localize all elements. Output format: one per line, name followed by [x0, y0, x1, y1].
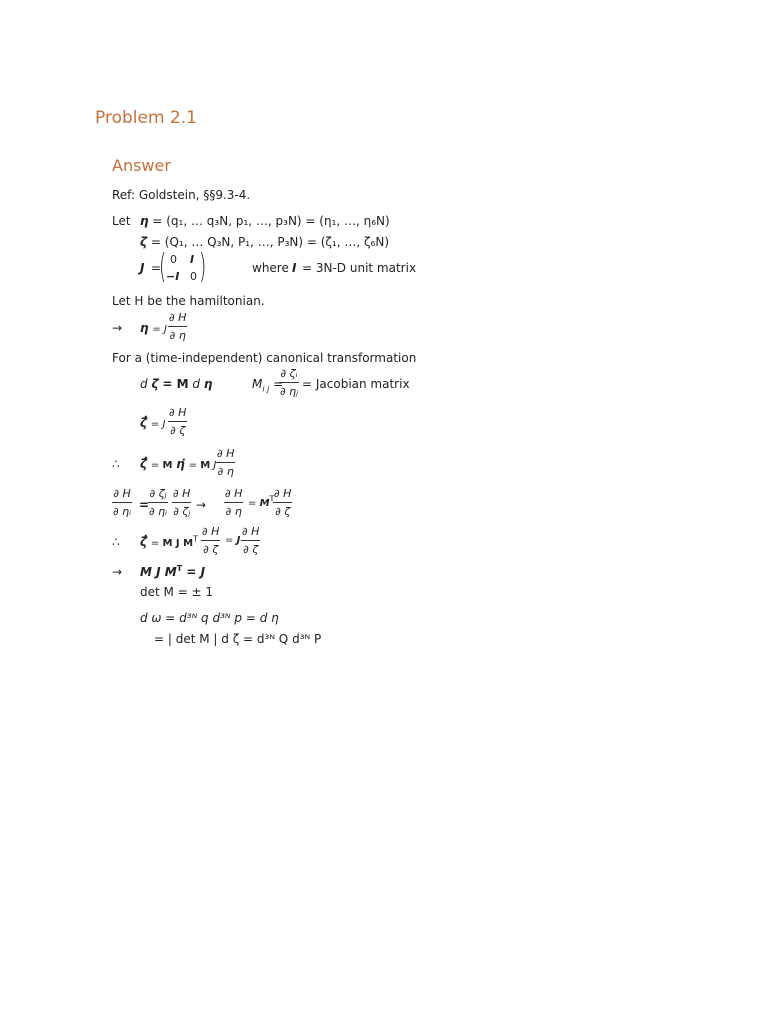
frac-den: ∂ ζ [201, 540, 220, 556]
zeta-def-text: = (Q₁, … Q₃N, P₁, …, P₃N) = (ζ₁, …, ζ₆N) [150, 235, 389, 249]
canonical-text: For a (time-independent) canonical transformation [112, 351, 417, 365]
j-matrix-c: −I [166, 270, 180, 283]
frac-dH-dzeta-2 [273, 487, 292, 518]
frac-den: ∂ η [224, 502, 243, 518]
det-m-line: det M = ± 1 [140, 585, 214, 599]
therefore-symbol-2: ∴ [112, 535, 120, 549]
frac-num: ∂ H [173, 487, 191, 500]
frac-num: ∂ ζⱼ [149, 487, 167, 500]
zeta-dot-m-eq: ζ̇ = M η̇ = M J [140, 457, 217, 471]
arrow-symbol: → [112, 321, 123, 335]
frac-den: ∂ ζ [273, 502, 292, 518]
frac-den: ∂ η [216, 462, 235, 478]
dzeta-eq: d ζ = M d η [140, 377, 213, 391]
frac-num: ∂ H [113, 487, 131, 500]
frac-den: ∂ ζⱼ [172, 502, 191, 518]
mij-symbol: $M_{i j}$ = [252, 377, 284, 394]
equals-j: = J [225, 535, 241, 546]
let-word: Let [112, 214, 131, 228]
zeta-definition: ζ = (Q₁, … Q₃N, P₁, …, P₃N) = (ζ₁, …, ζ₆N) [140, 235, 389, 249]
frac-dH-detai [112, 487, 132, 518]
eta-definition: η = (q₁, … q₃N, p₁, …, p₃N) = (η₁, …, η₆N) [140, 214, 390, 228]
answer-heading: Answer [112, 156, 171, 175]
j-matrix-b: I [190, 253, 195, 266]
symplectic-condition: M J $M^T = J$ [140, 564, 206, 579]
frac-dH-dzeta-1 [168, 406, 187, 437]
frac-dH-deta-3 [224, 487, 243, 518]
let-h-line: Let H be the hamiltonian. [112, 294, 265, 308]
equals-sign: = [151, 261, 162, 275]
frac-dH-dzetaj [172, 487, 191, 518]
hamilton-eq-lhs: η = J [140, 321, 167, 335]
j-matrix-d: 0 [190, 270, 197, 283]
frac-num: ∂ H [169, 311, 187, 324]
equals-sign: = [139, 498, 150, 512]
arrow-symbol: → [196, 498, 207, 512]
m-transpose: = $M^T$ [248, 494, 275, 509]
j-matrix-a: 0 [170, 253, 177, 266]
right-paren: ) [198, 247, 207, 287]
frac-dH-deta-1 [168, 311, 187, 342]
j-symbol: J [140, 261, 145, 275]
problem-title: Problem 2.1 [95, 108, 197, 128]
frac-den: ∂ η [168, 326, 187, 342]
frac-den: ∂ ηⱼ [279, 382, 299, 398]
frac-den: ∂ ηᵢ [112, 502, 132, 518]
domega-line: d ω = d³ᴺ q d³ᴺ p = d η [140, 611, 279, 625]
frac-den: ∂ ζ [168, 421, 187, 437]
therefore-symbol-1: ∴ [112, 457, 120, 471]
arrow-symbol: → [112, 565, 123, 579]
frac-num: ∂ H [217, 447, 235, 460]
det-line: = | det M | d ζ = d³ᴺ Q d³ᴺ P [154, 632, 322, 646]
frac-num: ∂ H [242, 525, 260, 538]
frac-dzetaj-detai [148, 487, 168, 518]
i-symbol: I [292, 261, 297, 275]
zeta-dot-eq: ζ̇ = J [140, 416, 166, 430]
left-paren: ( [158, 247, 167, 287]
frac-dzeta-deta [279, 367, 299, 398]
frac-num: ∂ H [274, 487, 292, 500]
jacobian-text: = Jacobian matrix [302, 377, 410, 391]
frac-dH-dzeta-3 [201, 525, 220, 556]
frac-num: ∂ H [225, 487, 243, 500]
frac-dH-deta-2 [216, 447, 235, 478]
eta-def-text: = (q₁, … q₃N, p₁, …, p₃N) = (η₁, …, η₆N) [152, 214, 390, 228]
frac-num: ∂ H [202, 525, 220, 538]
frac-dH-dzeta-4 [241, 525, 260, 556]
unit-matrix-text: = 3N-D unit matrix [302, 261, 417, 275]
frac-den: ∂ ζ [241, 540, 260, 556]
reference-line: Ref: Goldstein, §§9.3-4. [112, 188, 251, 202]
frac-num: ∂ ζᵢ [280, 367, 298, 380]
zeta-dot-mjm-eq: ζ̇ = M J $M^T$ [140, 534, 198, 549]
frac-num: ∂ H [169, 406, 187, 419]
frac-den: ∂ ηᵢ [148, 502, 168, 518]
where-word: where [252, 261, 289, 275]
